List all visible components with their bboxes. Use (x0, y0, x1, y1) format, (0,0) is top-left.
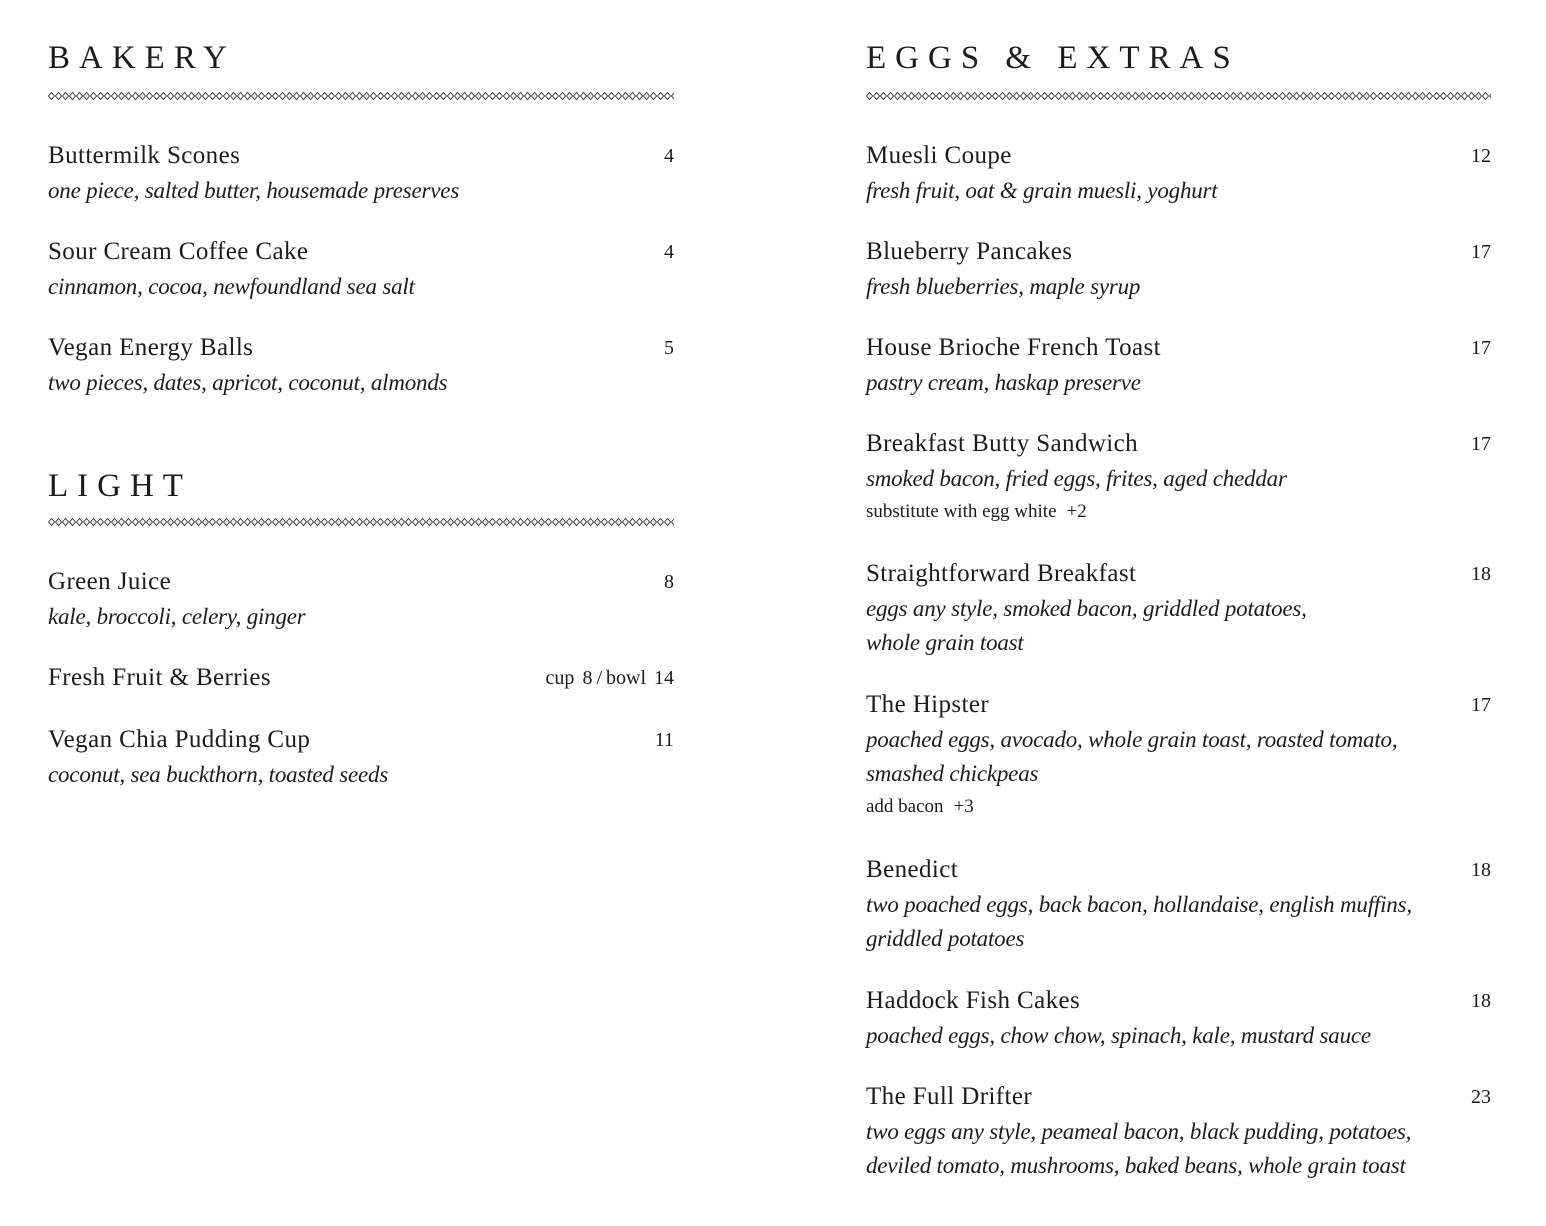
cup-label: cup (545, 667, 575, 689)
menu-item (866, 332, 1491, 400)
item-name: The Full Drifter (866, 1083, 1033, 1110)
item-price: 18 (1471, 990, 1491, 1012)
item-description: eggs any style, smoked bacon, griddled potatoes, (866, 596, 1307, 621)
addon-price: +2 (1066, 501, 1087, 522)
item-name: The Hipster (866, 691, 990, 718)
cup-price: 8 (582, 667, 593, 689)
diamond-pattern-icon (866, 90, 1491, 102)
item-name: House Brioche French Toast (866, 334, 1161, 361)
menu-item (48, 566, 674, 634)
item-price: 8 (664, 571, 674, 593)
item-price: 17 (1471, 337, 1491, 359)
item-name: Sour Cream Coffee Cake (48, 238, 309, 265)
item-description: fresh fruit, oat & grain muesli, yoghurt (866, 178, 1218, 203)
section-title-bakery: BAKERY (48, 40, 236, 76)
item-price: 11 (654, 729, 674, 751)
item-name: Muesli Coupe (866, 142, 1012, 169)
item-description-continued: deviled tomato, mushrooms, baked beans, whole grain toast (866, 1153, 1406, 1178)
item-price: 18 (1471, 859, 1491, 881)
item-addon (866, 499, 1491, 525)
menu-item (866, 236, 1491, 304)
size-separator: / (596, 667, 602, 689)
menu-item (48, 236, 674, 304)
section-divider (866, 90, 1491, 102)
item-description-continued: smashed chickpeas (866, 761, 1039, 786)
bowl-price: 14 (654, 667, 674, 689)
diamond-pattern-icon (48, 516, 674, 528)
menu-item (48, 724, 674, 792)
item-name: Haddock Fish Cakes (866, 987, 1081, 1014)
menu-item (866, 428, 1491, 525)
menu-item (866, 985, 1491, 1053)
menu-item (866, 689, 1491, 820)
menu-item (48, 332, 674, 400)
section-divider (48, 516, 674, 528)
diamond-pattern-icon (48, 90, 674, 102)
item-description: one piece, salted butter, housemade preserves (48, 178, 460, 203)
item-addon (866, 794, 1491, 820)
item-price: 17 (1471, 241, 1491, 263)
item-name: Green Juice (48, 568, 172, 595)
item-name: Vegan Chia Pudding Cup (48, 726, 311, 753)
addon-label: substitute with egg white (866, 501, 1057, 522)
item-description: cinnamon, cocoa, newfoundland sea salt (48, 274, 415, 299)
item-name: Blueberry Pancakes (866, 238, 1073, 265)
section-divider (48, 90, 674, 102)
item-size-prices (546, 665, 674, 691)
item-price: 4 (664, 145, 674, 167)
menu-item (48, 662, 674, 694)
item-price: 12 (1471, 145, 1491, 167)
item-description: two pieces, dates, apricot, coconut, almonds (48, 370, 448, 395)
menu-item (48, 140, 674, 208)
item-price: 17 (1471, 433, 1491, 455)
section-title-light: LIGHT (48, 468, 192, 504)
item-description: kale, broccoli, celery, ginger (48, 604, 306, 629)
item-description-continued: whole grain toast (866, 630, 1024, 655)
item-name: Vegan Energy Balls (48, 334, 254, 361)
item-description: poached eggs, avocado, whole grain toast, roasted tomato, (866, 727, 1398, 752)
item-price: 23 (1471, 1086, 1491, 1108)
section-title-eggs-extras: EGGS & EXTRAS (866, 40, 1240, 76)
item-description: smoked bacon, fried eggs, frites, aged cheddar (866, 466, 1287, 491)
menu-item (866, 558, 1491, 660)
item-price: 4 (664, 241, 674, 263)
menu-item (866, 140, 1491, 208)
item-description-continued: griddled potatoes (866, 926, 1025, 951)
item-description: pastry cream, haskap preserve (866, 370, 1141, 395)
item-description: coconut, sea buckthorn, toasted seeds (48, 762, 389, 787)
item-name: Breakfast Butty Sandwich (866, 430, 1139, 457)
menu-item (866, 854, 1491, 956)
item-description: fresh blueberries, maple syrup (866, 274, 1141, 299)
item-description: two poached eggs, back bacon, hollandaise, english muffins, (866, 892, 1412, 917)
item-price: 5 (664, 337, 674, 359)
item-price: 18 (1471, 563, 1491, 585)
item-name: Fresh Fruit & Berries (48, 664, 271, 691)
menu-item (866, 1081, 1491, 1183)
item-name: Benedict (866, 856, 959, 883)
item-description: poached eggs, chow chow, spinach, kale, mustard sauce (866, 1023, 1371, 1048)
addon-label: add bacon (866, 796, 944, 817)
item-name: Buttermilk Scones (48, 142, 241, 169)
bowl-label: bowl (606, 667, 646, 689)
item-description: two eggs any style, peameal bacon, black pudding, potatoes, (866, 1119, 1412, 1144)
addon-price: +3 (953, 796, 974, 817)
item-name: Straightforward Breakfast (866, 560, 1137, 587)
item-price: 17 (1471, 694, 1491, 716)
